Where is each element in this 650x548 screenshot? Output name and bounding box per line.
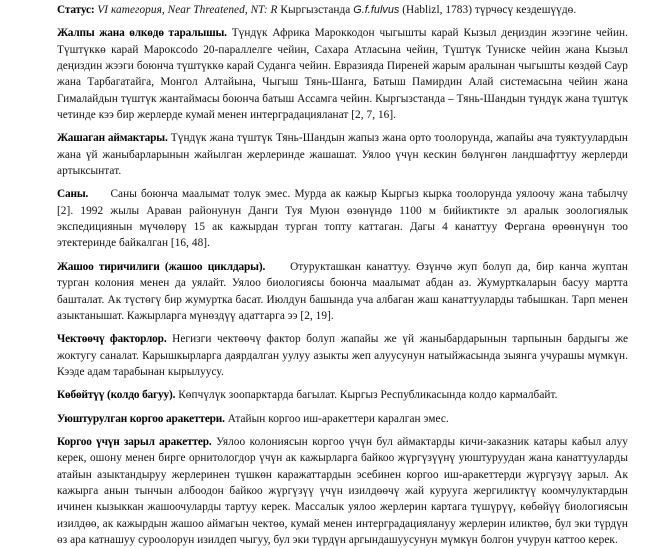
scientific-name: G.f.fulvus <box>353 4 400 16</box>
section-heading-conservation-measures-taken: Уюштурулган коргоо аракеттери. <box>57 412 225 425</box>
section-body-numbers: Саны боюнча маалымат толук эмес. Мурда ак кажыр Кыргыз кырка тоолорунда уялоочу жана табылчу [2]. 1992 жылы Араван районунун Данги Туя Муюн өзөнүндө 1100 м бийиктикте эл аралык зоологиялык экспедициянын мүчөлөрү 15 ак кажырдан турган топту каттаган. Дагы 4 канаттуу Фергана өрөөнүнүн тоо этектеринде байкалган [16, 48]. <box>57 188 629 250</box>
section-body-conservation-measures-taken: Атайын коргоо иш-аракеттери каралган эмес. <box>227 412 449 425</box>
section-heading-life-cycle: Жашоо тиричилиги (жашоо циклдары). <box>57 260 266 273</box>
section-numbers <box>57 186 628 251</box>
section-life-cycle <box>57 259 628 324</box>
section-heading-habitats: Жашаган аймактары. <box>57 132 168 145</box>
section-body-limiting-factors: Негизги чектөөчү фактор болуп жапайы же үй жаныбардарынын тарпынын бардыгы же жоктугу саналат. Карышкырларга даярдалган уулуу азыкты жеп алуусунун натыйжасында зыянга учурашы мүмкүн. Кээде адам тарабынан кырылуусу. <box>57 333 629 378</box>
section-heading-status: Статус: <box>57 4 95 16</box>
section-general-distribution <box>57 25 628 123</box>
section-conservation-measures-needed <box>57 434 628 548</box>
section-body-conservation-measures-needed: Уялоо колониясын коргоо үчүн бул аймактарды кичи-заказник катары кабыл алуу керек, ошону менен бирге орнитологдор үчүн ак кажырларга байкоо жүргүзүүнү уюштуруудан жана канаттууларды атайын азыктандыруу жерлеринен түшкөн каражаттардын эсебинен коргоо иш-аракеттерди жүргүзүү зарыл. Ак кажырга анын тынчын албоодон байкоо жүргүзүү үчүн изилдөөчү жай курууга жергиликтүү коомчулуктардын ичинен кызыккан жашоочуларды тартуу керек. Массалык уялоо жерлерин картага түшүрүү, көбөйүү биологиясын изилдөө, ак кажырдын жашоо аймагын чектөө, кумай менен интерградациялануу жерлерин иликтөө, бул эки түрдүн өз ара катнашуу суроолорун изилдеп чыгуу, бул эки түрдүн аргындашуусунун мүмкүн болгон учурун каттоо керек. <box>57 435 629 546</box>
status-italic-lead: VI категория, Near Threatened, NT: R <box>97 4 278 16</box>
section-heading-general-distribution: Жалпы жана өлкөдө таралышы. <box>57 27 227 40</box>
section-conservation-measures-taken <box>57 411 628 427</box>
section-body-general-distribution: Түндүк Африка Мароккодон чыгышты карай Кызыл деңиздин жээгине чейин. Түштүккө карай Марокcodo 20-параллелге чейин, Сахара Атласына чейин, Түштүк Туниске чейин жана Кызыл деңиздин жээги боюнча түштүккө карай Суданга чейин. Евразияда Пиреней жарым аралынан чыгышты көздөй Саур жана Тарбагатайга, Монгол Алтайына, Чыгыш Тянь-Шанга, Батыш Памирдин Алай системасына чейин жана Гималайдын түштүк жантаймасы боюнча батыш Ассамга чейин. Кыргызстанда – Тянь-Шандын түндүк жана түштүк четинде кээ бир жерлерде кумай менен интерградацияланат [2, 7, 16]. <box>57 27 629 122</box>
section-body-breeding-captivity: Көпчүлүк зоопарктарда багылат. Кыргыз Республикасында колдо кармалбайт. <box>178 389 558 402</box>
section-body-life-cycle: Отурукташкан канаттуу. Өзүнчө жуп болуп да, бир канча жуптан турган колония менен да уялайт. Уялоо биологиясы боюнча маалымат абдан аз. Жумурткаларын басуу мартта башталат. Ак түстөгү бир жумуртка басат. Июлдун башында уча албаган жаш канаттууларды табышкан. Тарп менен азыктанышат. Кажырларга мүнөздүү адаттарга ээ [2, 19]. <box>57 260 629 322</box>
section-status <box>57 2 628 18</box>
section-heading-limiting-factors: Чектөөчү факторлор. <box>57 333 167 346</box>
section-breeding-captivity <box>57 387 628 403</box>
section-heading-numbers: Саны. <box>57 188 89 201</box>
section-body-habitats: Түндүк жана түштүк Тянь-Шандын жапыз жана орто тоолорунда, жапайы ача туяктуулардын жана үй жаныбарларынын жайылган жерлеринде жашашат. Уялоо үчүн кескин бөлүнгөн ландшафттуу жерлерди артыксынтат. <box>57 132 628 178</box>
section-heading-conservation-measures-needed: Коргоо үчүн зарыл аракеттер. <box>57 435 212 448</box>
section-heading-breeding-captivity: Көбөйтүү (колдо багуу). <box>57 389 176 402</box>
status-mid-text: Кыргызстанда <box>280 4 351 16</box>
section-habitats <box>57 130 628 179</box>
section-limiting-factors <box>57 331 628 380</box>
status-authority: (Hablizl, 1783) <box>402 4 473 16</box>
status-tail-text: түрчөсү кездешүүдө. <box>474 4 577 16</box>
